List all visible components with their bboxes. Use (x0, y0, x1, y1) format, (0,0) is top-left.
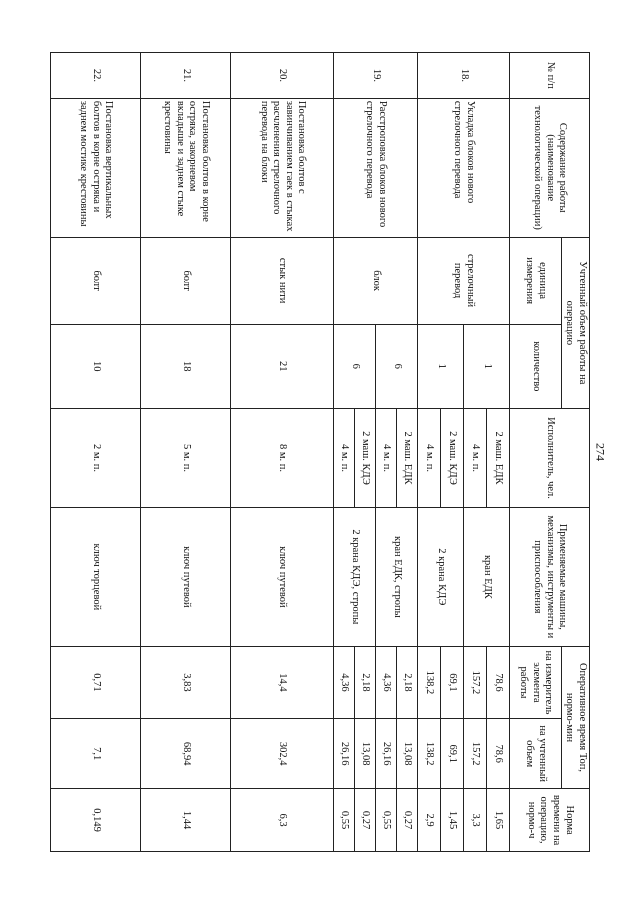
row-num: 19. (333, 53, 417, 99)
rotated-table-wrapper (50, 52, 590, 852)
row-norm: 6,3 (231, 789, 334, 852)
row-per-unit: 4,36 (333, 646, 354, 718)
row-machine: кран ЕДК (463, 507, 509, 646)
row-norm: 0,55 (375, 789, 396, 852)
row-per-volume: 302,4 (231, 719, 334, 789)
row-unit: блок (333, 237, 417, 324)
row-exec: 8 м. п. (231, 409, 334, 508)
row-per-unit: 14,4 (231, 646, 334, 718)
row-content: Укладка блоков нового стрелочного перевода (417, 98, 509, 237)
row-qty: 6 (375, 324, 417, 409)
row-qty: 10 (51, 324, 141, 409)
header-qty: количество (509, 324, 561, 409)
row-per-volume: 157,2 (463, 719, 486, 789)
row-content: Постановка болтов с завинчиванием гаек в стыках расчленения стрелочного перевода на блоки (231, 98, 334, 237)
row-exec: 2 маш. ЕДК (396, 409, 417, 508)
row-norm: 0,149 (51, 789, 141, 852)
row-per-unit: 0,71 (51, 646, 141, 718)
row-exec: 4 м. п. (375, 409, 396, 508)
table-row (396, 53, 417, 852)
row-norm: 2,9 (417, 789, 440, 852)
row-exec: 4 м. п. (333, 409, 354, 508)
row-norm: 3,3 (463, 789, 486, 852)
row-exec: 2 м. п. (51, 409, 141, 508)
row-num: 22. (51, 53, 141, 99)
row-per-volume: 138,2 (417, 719, 440, 789)
row-unit: стык нити (231, 237, 334, 324)
row-qty: 1 (463, 324, 509, 409)
row-unit: стрелочный перевод (417, 237, 509, 324)
row-num: 18. (417, 53, 509, 99)
row-qty: 18 (141, 324, 231, 409)
row-machine: ключ путевой (231, 507, 334, 646)
row-exec: 2 маш. ЕДК (486, 409, 509, 508)
page-number: 274 (593, 443, 608, 461)
row-per-volume: 13,08 (354, 719, 375, 789)
row-content: Постановка болтов в корне остряка, закорневом вкладыше и заднем стыке крестовины (141, 98, 231, 237)
header-machines: Применяемые машины, механизмы, инструменты и приспособления (509, 507, 589, 646)
row-unit: болт (141, 237, 231, 324)
header-per-unit: на измеритель элемента работы (509, 646, 561, 718)
header-norm: Норма времени на операцию, нормо-ч (509, 789, 589, 852)
header-volume: Учтенный объем работы на операцию (561, 237, 589, 408)
row-machine: ключ торцевой (51, 507, 141, 646)
row-per-unit: 138,2 (417, 646, 440, 718)
row-content: Расстроповка блоков нового стрелочного перевода (333, 98, 417, 237)
table-row (51, 53, 141, 852)
row-per-unit: 4,36 (375, 646, 396, 718)
row-per-volume: 78,6 (486, 719, 509, 789)
row-per-unit: 157,2 (463, 646, 486, 718)
header-content: Содержание работы (наименование технологической операции) (509, 98, 589, 237)
row-norm: 1,45 (440, 789, 463, 852)
row-num: 20. (231, 53, 334, 99)
row-per-unit: 2,18 (396, 646, 417, 718)
row-unit: болт (51, 237, 141, 324)
row-exec: 5 м. п. (141, 409, 231, 508)
row-per-unit: 3,83 (141, 646, 231, 718)
row-per-unit: 69,1 (440, 646, 463, 718)
row-exec: 2 маш. КДЭ (440, 409, 463, 508)
header-per-volume: на учтенный объем (509, 719, 561, 789)
row-per-volume: 7,1 (51, 719, 141, 789)
row-per-volume: 69,1 (440, 719, 463, 789)
row-per-unit: 78,6 (486, 646, 509, 718)
row-per-volume: 13,08 (396, 719, 417, 789)
row-qty: 6 (333, 324, 375, 409)
row-machine: ключ путевой (141, 507, 231, 646)
row-per-volume: 26,16 (333, 719, 354, 789)
row-exec: 4 м. п. (463, 409, 486, 508)
norms-table (50, 52, 590, 852)
row-num: 21. (141, 53, 231, 99)
row-qty: 21 (231, 324, 334, 409)
table-row (486, 53, 509, 852)
row-norm: 0,27 (354, 789, 375, 852)
row-exec: 4 м. п. (417, 409, 440, 508)
row-machine: кран ЕДК, стропы (375, 507, 417, 646)
row-qty: 1 (417, 324, 463, 409)
header-unit: единица измерения (509, 237, 561, 324)
row-exec: 2 маш. КДЭ (354, 409, 375, 508)
row-norm: 0,27 (396, 789, 417, 852)
table-row (231, 53, 334, 852)
row-per-volume: 68,94 (141, 719, 231, 789)
row-machine: 2 крана КДЭ (417, 507, 463, 646)
row-per-volume: 26,16 (375, 719, 396, 789)
row-norm: 1,44 (141, 789, 231, 852)
header-optime: Оперативное время Топ, нормо-мин (561, 646, 589, 788)
row-norm: 0,55 (333, 789, 354, 852)
header-num: № п/п (509, 53, 589, 99)
row-machine: 2 крана КДЭ, стропы (333, 507, 375, 646)
row-norm: 1,65 (486, 789, 509, 852)
table-row (141, 53, 231, 852)
header-executor: Исполнитель, чел. (509, 409, 589, 508)
row-per-unit: 2,18 (354, 646, 375, 718)
row-content: Постановка вертикальных болтов в корне остряка и заднем мостике крестовины (51, 98, 141, 237)
